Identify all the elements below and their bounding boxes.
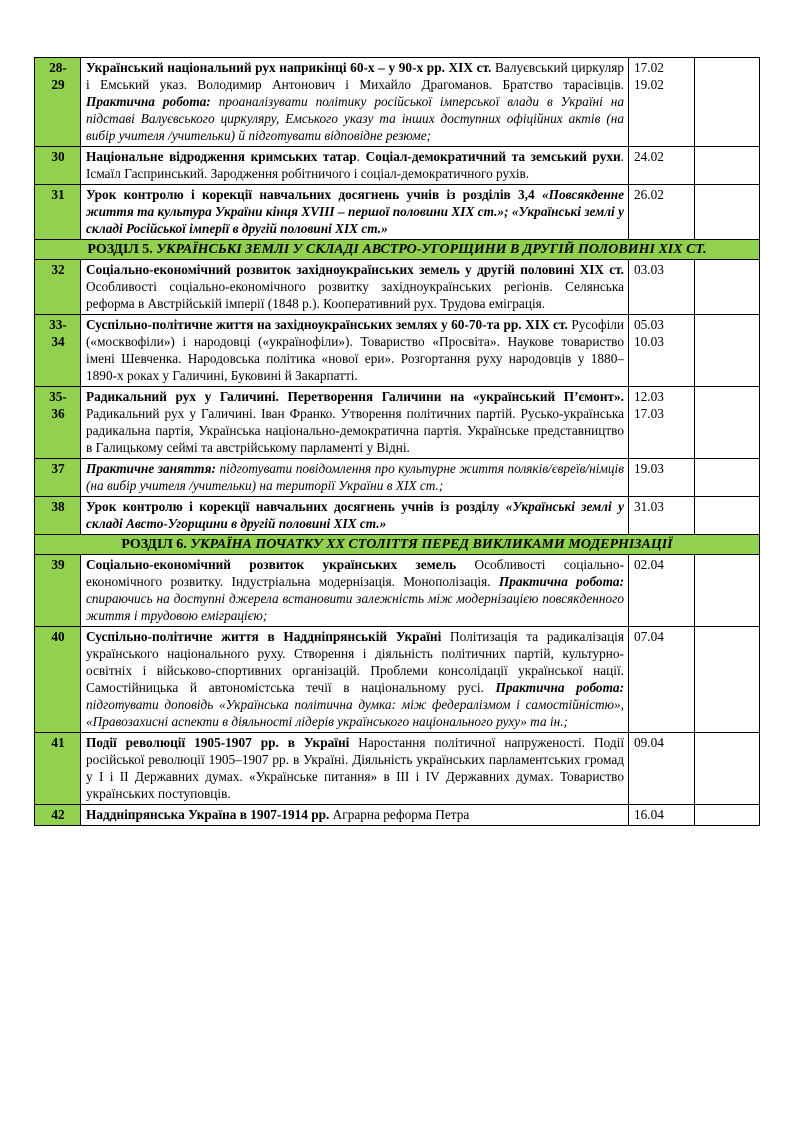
table-row	[35, 147, 760, 185]
notes-cell	[695, 459, 760, 497]
lesson-topic: Урок контролю і корекції навчальних досягнень учнів із розділу «Українські землі у складі Австо-Угорщини в другій половині XIX ст.»	[81, 497, 629, 535]
table-row	[35, 733, 760, 805]
section-title: РОЗДІЛ 5. УКРАЇНСЬКІ ЗЕМЛІ У СКЛАДІ АВСТРО-УГОРЩИНИ В ДРУГІЙ ПОЛОВИНІ XIX СТ.	[35, 240, 760, 260]
lesson-date: 09.04	[629, 733, 695, 805]
lesson-topic: Наддніпрянська Україна в 1907-1914 рр. Аграрна реформа Петра	[81, 805, 629, 826]
lesson-topic: Суспільно-політичне життя в Наддніпрянській Україні Політизація та радикалізація українського національного руху. Створення і діяльність політичних партій, культурно-освітніх і військово-спортивних організацій. Проблеми консолідації української нації. Самостійницька й автономістська течії в національному русі. Практична робота: підготувати доповідь «Українська політична думка: між федералізмом і самостійністю», «Правозахисні аспекти в діяльності лідерів українського національного руху» та ін.;	[81, 627, 629, 733]
table-row	[35, 315, 760, 387]
lesson-date: 17.02 19.02	[629, 58, 695, 147]
lesson-plan-table	[34, 57, 760, 826]
notes-cell	[695, 58, 760, 147]
table-row	[35, 497, 760, 535]
lesson-date: 05.03 10.03	[629, 315, 695, 387]
lesson-number: 33- 34	[35, 315, 81, 387]
notes-cell	[695, 315, 760, 387]
table-row	[35, 627, 760, 733]
lesson-number: 32	[35, 260, 81, 315]
lesson-date: 19.03	[629, 459, 695, 497]
lesson-number: 28- 29	[35, 58, 81, 147]
lesson-number: 38	[35, 497, 81, 535]
section-header-row	[35, 535, 760, 555]
lesson-number: 39	[35, 555, 81, 627]
notes-cell	[695, 555, 760, 627]
lesson-date: 03.03	[629, 260, 695, 315]
table-row	[35, 805, 760, 826]
notes-cell	[695, 147, 760, 185]
lesson-date: 12.03 17.03	[629, 387, 695, 459]
lesson-date: 31.03	[629, 497, 695, 535]
table-row	[35, 459, 760, 497]
notes-cell	[695, 387, 760, 459]
lesson-topic: Соціально-економічний розвиток західноукраїнських земель у другій половині XIX ст. Особливості соціально-економічного розвитку західноукраїнських регіонів. Селянська реформа в Австрійській імперії (1848 р.). Кооперативний рух. Трудова еміграція.	[81, 260, 629, 315]
lesson-topic: Радикальний рух у Галичині. Перетворення Галичини на «український П’ємонт». Радикальний рух у Галичині. Іван Франко. Утворення політичних партій. Русько-українська радикальна партія, Українська національно-демократична партія. Українське представництво в Галицькому сеймі та австрійському парламенті у Відні.	[81, 387, 629, 459]
lesson-topic: Урок контролю і корекції навчальних досягнень учнів із розділів 3,4 «Повсякденне життя та культура України кінця XVIII – першої половини XIX ст.»; «Українські землі у складі Російської імперії в другій половині XIX ст.»	[81, 185, 629, 240]
lesson-topic: Український національний рух наприкінці 60-х – у 90-х рр. XIX ст. Валуєвський циркуляр і Емський указ. Володимир Антонович і Михайло Драгоманов. Братство тарасівців. Практична робота: проаналізувати політику російської імперської влади в Україні на підставі Валуєвського циркуляру, Емського указу та інших доступних офіційних актів (на вибір учителя /учительки) й підготувати відповідне резюме;	[81, 58, 629, 147]
lesson-number: 40	[35, 627, 81, 733]
lesson-topic: Суспільно-політичне життя на західноукраїнських землях у 60-70-та рр. XIX ст. Русофіли («москвофіли») і народовці («українофіли»). Товариство «Просвіта». Наукове товариство імені Шевченка. Народовська політика «нової ери». Розгортання руху народовців у 1880–1890-х роках у Галичині, Буковині й Закарпатті.	[81, 315, 629, 387]
lesson-number: 31	[35, 185, 81, 240]
table-row	[35, 58, 760, 147]
section-title: РОЗДІЛ 6. УКРАЇНА ПОЧАТКУ ХХ СТОЛІТТЯ ПЕРЕД ВИКЛИКАМИ МОДЕРНІЗАЦІЇ	[35, 535, 760, 555]
notes-cell	[695, 733, 760, 805]
notes-cell	[695, 627, 760, 733]
lesson-date: 02.04	[629, 555, 695, 627]
table-row	[35, 387, 760, 459]
notes-cell	[695, 805, 760, 826]
notes-cell	[695, 260, 760, 315]
lesson-number: 30	[35, 147, 81, 185]
lesson-topic: Національне відродження кримських татар. Соціал-демократичний та земський рухи. Ісмаїл Гаспринський. Зародження робітничого і соціал-демократичного рухів.	[81, 147, 629, 185]
table-row	[35, 555, 760, 627]
notes-cell	[695, 185, 760, 240]
lesson-topic: Події революції 1905-1907 рр. в Україні Наростання політичної напруженості. Події російської революції 1905–1907 рр. в Україні. Діяльність українських парламентських громад у І і ІІ Державних думах. «Українське питання» в ІІІ і IV Державних думах. Товариство українських поступовців.	[81, 733, 629, 805]
lesson-number: 41	[35, 733, 81, 805]
lesson-number: 37	[35, 459, 81, 497]
table-row	[35, 260, 760, 315]
section-header-row	[35, 240, 760, 260]
lesson-date: 07.04	[629, 627, 695, 733]
lesson-number: 35- 36	[35, 387, 81, 459]
lesson-topic: Соціально-економічний розвиток українських земель Особливості соціально-економічного розвитку. Індустріальна модернізація. Монополізація. Практична робота: спираючись на доступні джерела встановити залежність між модернізацією повсякденного життя і трудовою еміграцією;	[81, 555, 629, 627]
lesson-date: 24.02	[629, 147, 695, 185]
lesson-date: 26.02	[629, 185, 695, 240]
table-row	[35, 185, 760, 240]
lesson-topic: Практичне заняття: підготувати повідомлення про культурне життя поляків/євреїв/німців (на вибір учителя /учительки) на території України в XIX ст.;	[81, 459, 629, 497]
lesson-number: 42	[35, 805, 81, 826]
notes-cell	[695, 497, 760, 535]
lesson-date: 16.04	[629, 805, 695, 826]
